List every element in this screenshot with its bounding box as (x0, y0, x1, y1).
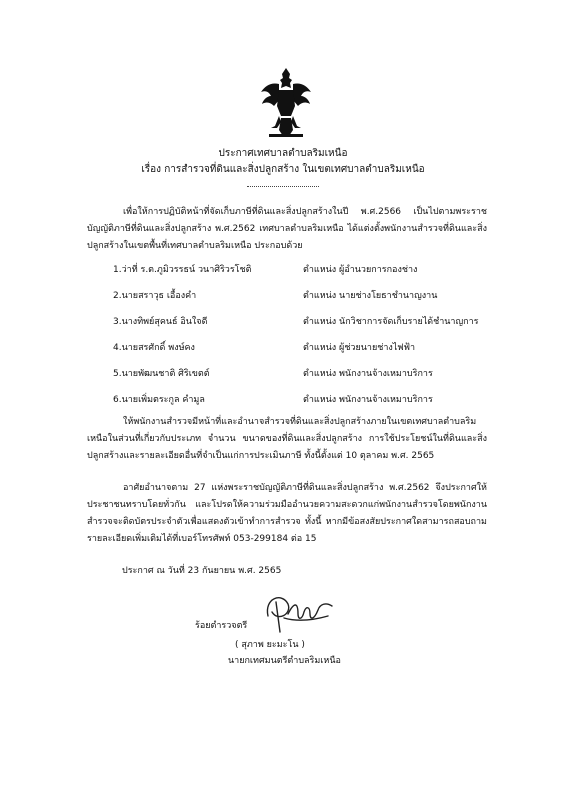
duties-text: ให้พนักงานสำรวจมีหน้าที่และอำนาจสำรวจที่ดินและสิ่งปลูกสร้างภายในเขตเทศบาลตำบลริมเหนือในส่วนที่เกี่ยวกับประเภท จำนวน ขนาดของที่ดินและสิ่งปลูกสร้าง การใช้ประโยชน์ในที่ดินและสิ่งปลูกสร้างและรายละเอียดอื่นที่จำเป็นแก่การประเมินภาษี ทั้งนี้ตั้งแต่ 10 ตุลาคม พ.ศ. 2565 (87, 417, 487, 461)
staff-position: ตำแหน่ง นายช่างโยธาชำนาญงาน (303, 291, 438, 301)
announcement-subject: เรื่อง การสำรวจที่ดินและสิ่งปลูกสร้าง ในเขตเทศบาลตำบลริมเหนือ (141, 164, 425, 175)
staff-position: ตำแหน่ง พนักงานจ้างเหมาบริการ (303, 395, 433, 405)
staff-row (113, 288, 513, 314)
announcement-date: ประกาศ ณ วันที่ 23 กันยายน พ.ศ. 2565 (122, 566, 282, 576)
signer-title: นายกเทศมนตรีตำบลริมเหนือ (228, 656, 341, 666)
staff-row (113, 366, 513, 392)
staff-position: ตำแหน่ง นักวิชาการจัดเก็บรายได้ชำนาญการ (303, 317, 479, 327)
handwritten-signature-icon (258, 588, 338, 636)
staff-name: 3.นางทิพย์สุคนธ์ อินใจดี (113, 317, 208, 327)
staff-name: 1.ว่าที่ ร.ต.ภูมิวรรธน์ วนาศิริวรโชติ (113, 265, 252, 275)
staff-row (113, 340, 513, 366)
signature-rank: ร้อยตำรวจตรี (195, 621, 248, 631)
staff-position: ตำแหน่ง ผู้ช่วยนายช่างไฟฟ้า (303, 343, 416, 353)
dotted-divider (247, 186, 319, 187)
garuda-emblem-icon (257, 66, 315, 140)
announcement-title: ประกาศเทศบาลตำบลริมเหนือ (218, 148, 348, 159)
intro-paragraph (87, 204, 487, 255)
staff-name: 5.นายพัฒนชาติ ศิริเขตต์ (113, 369, 210, 379)
authority-text: อาศัยอำนาจตาม 27 แห่งพระราชบัญญัติภาษีที่ดินและสิ่งปลูกสร้าง พ.ศ.2562 จึงประกาศให้ประชาชนทราบโดยทั่วกัน และโปรดให้ความร่วมมืออำนวยความสะดวกแก่พนักงานสำรวจโดยพนักงานสำรวจจะติดบัตรประจำตัวเพื่อแสดงตัวเข้าทำการสำรวจ ทั้งนี้ หากมีข้อสงสัยประกาศใดสามารถสอบถามรายละเอียดเพิ่มเติมได้ที่เบอร์โทรศัพท์ 053-299184 ต่อ 15 (87, 483, 487, 544)
staff-name: 2.นายสราวุธ เอื้องคำ (113, 291, 197, 301)
staff-name: 4.นายสรศักดิ์ พงษ์คง (113, 343, 195, 353)
staff-list (113, 262, 513, 418)
duties-paragraph (87, 414, 487, 465)
authority-paragraph (87, 480, 487, 548)
signer-name: ( สุภาพ ยะมะโน ) (235, 640, 305, 650)
staff-position: ตำแหน่ง พนักงานจ้างเหมาบริการ (303, 369, 433, 379)
intro-text: เพื่อให้การปฏิบัติหน้าที่จัดเก็บภาษีที่ดินและสิ่งปลูกสร้างในปี พ.ศ.2566 เป็นไปตามพระราชบัญญัติภาษีที่ดินและสิ่งปลูกสร้าง พ.ศ.2562 เทศบาลตำบลริมเหนือ ได้แต่งตั้งพนักงานสำรวจที่ดินและสิ่งปลูกสร้างในเขตพื้นที่เทศบาลตำบลริมเหนือ ประกอบด้วย (87, 207, 487, 251)
staff-name: 6.นายเพิ่มตระกูล คำมูล (113, 395, 205, 405)
staff-position: ตำแหน่ง ผู้อำนวยการกองช่าง (303, 265, 418, 275)
staff-row (113, 262, 513, 288)
staff-row (113, 314, 513, 340)
